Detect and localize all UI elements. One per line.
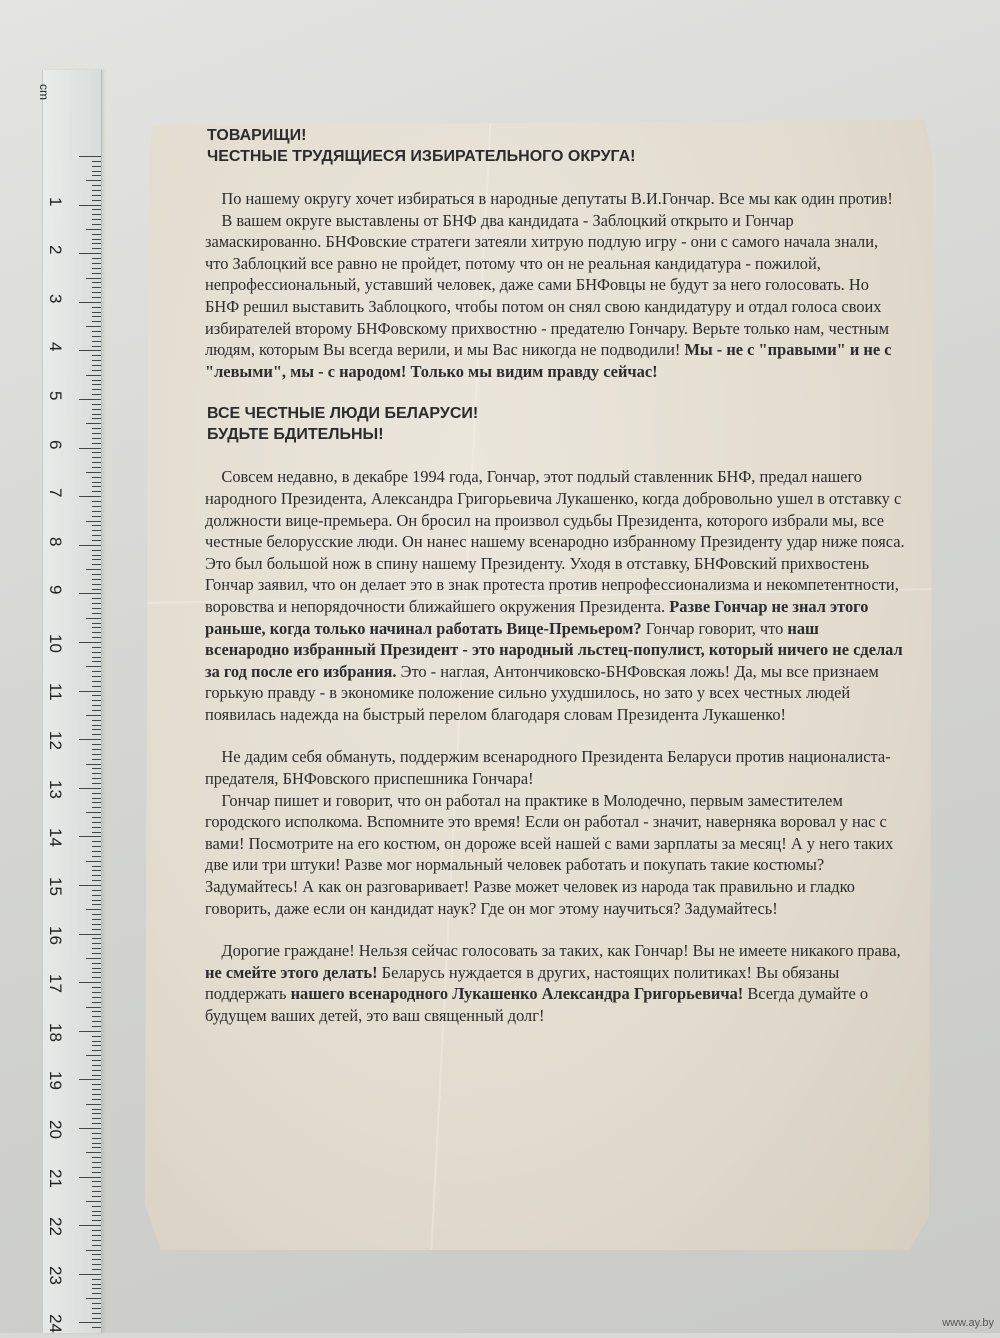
ruler-tick [92,321,101,322]
paragraph [205,940,905,1026]
ruler-tick [79,642,101,643]
ruler-tick [92,866,101,867]
ruler-tick [92,943,101,944]
ruler-tick [92,292,101,293]
ruler-tick [79,253,101,254]
ruler-tick [92,686,101,687]
ruler-tick [92,846,101,847]
ruler-tick [92,525,101,526]
ruler-tick [79,739,101,740]
ruler-tick [92,355,101,356]
ruler-tick [92,166,101,167]
heading-line: ВСЕ ЧЕСТНЫЕ ЛЮДИ БЕЛАРУСИ! [207,405,479,423]
ruler-tick [92,1026,101,1027]
ruler-tick [92,200,101,201]
ruler-tick [92,584,101,585]
heading-line: БУДЬТЕ БДИТЕЛЬНЫ! [207,426,384,444]
paragraph [205,466,905,725]
ruler-tick [79,788,101,789]
ruler-tick [92,579,101,580]
ruler-tick [92,486,101,487]
ruler-tick [92,287,101,288]
ruler-tick [92,938,101,939]
ruler-number: 13 [46,779,65,799]
ruler-tick [92,559,101,560]
ruler-tick [92,418,101,419]
ruler-number: 23 [46,1265,65,1285]
heading-line: ЧЕСТНЫЕ ТРУДЯЩИЕСЯ ИЗБИРАТЕЛЬНОГО ОКРУГА! [207,148,636,165]
ruler-tick [86,958,101,959]
ruler-tick [92,734,101,735]
ruler-tick [86,569,101,570]
ruler-number: 3 [46,293,65,304]
ruler-tick [86,666,101,667]
ruler-tick [86,326,101,327]
ruler-tick [92,1240,101,1241]
ruler-tick [92,1016,101,1017]
ruler-tick [92,491,101,492]
ruler-tick [92,550,101,551]
ruler-tick [92,1186,101,1187]
ruler-number: 15 [46,877,65,896]
ruler-number: 7 [46,488,65,498]
ruler-tick [86,861,101,862]
ruler-tick [92,336,101,337]
paragraph-bold-text: наш всенародно избранный Президент - это народный льстец-популист, который ничего не сделал за год после его избрания. [205,618,903,681]
ruler-tick [86,812,101,813]
ruler-tick [92,1235,101,1236]
ruler-tick [92,914,101,915]
ruler-tick [86,375,101,376]
ruler-tick [92,574,101,575]
ruler-tick [86,1250,101,1251]
ruler-tick [92,414,101,415]
ruler-tick [92,759,101,760]
ruler-tick [92,904,101,905]
ruler-tick [92,749,101,750]
paragraph-bold-text: Мы - не с "правыми" и не с "левыми", мы - с народом! [205,340,892,381]
ruler-tick [92,516,101,517]
ruler-tick [92,346,101,347]
ruler-tick [92,870,101,871]
ruler-number: 14 [46,828,65,848]
paragraph-text: Это - наглая, Антончиковско-БНФовская ложь! Да, мы все признаем горькую правду - в экономике положение сильно ухудшилось, но зато у всех честных людей появилась надежда на быстрый перелом благодаря словам Президента Лукашенко! [205,661,879,724]
ruler-tick [92,1060,101,1061]
ruler-tick [92,331,101,332]
ruler-tick [79,1322,101,1323]
ruler-tick [92,647,101,648]
ruler-tick [92,394,101,395]
ruler-tick [92,234,101,235]
ruler-tick [92,501,101,502]
ruler-number: 6 [46,439,65,450]
ruler-tick [92,428,101,429]
ruler-tick [92,661,101,662]
ruler-tick [92,1065,101,1066]
ruler-tick [86,229,101,230]
ruler-tick [92,1245,101,1246]
ruler-number: 9 [46,585,65,595]
ruler-tick [92,282,101,283]
ruler-tick [92,963,101,964]
ruler-tick [92,268,101,269]
ruler-tick [92,190,101,191]
ruler-tick [92,681,101,682]
ruler-tick [92,671,101,672]
ruler-tick [92,384,101,385]
ruler-tick [79,156,101,157]
ruler-tick [92,1167,101,1168]
ruler-tick [92,1157,101,1158]
paragraph-bold-text: Разве Гончар не знал этого раньше, когда только начинал работать Вице-Премьером? [205,596,869,638]
ruler-tick [92,972,101,973]
ruler-tick [92,822,101,823]
ruler-tick [92,297,101,298]
ruler-tick [92,263,101,264]
ruler-tick [92,827,101,828]
ruler-tick [92,856,101,857]
ruler-tick [79,1274,101,1275]
ruler-tick [79,399,101,400]
ruler-tick [92,832,101,833]
ruler-tick [92,725,101,726]
ruler-tick [92,540,101,541]
ruler-number: 12 [46,731,65,751]
ruler-tick [92,307,101,308]
ruler-tick [86,521,101,522]
ruler-tick [92,438,101,439]
ruler-tick [79,885,101,886]
ruler-tick [92,992,101,993]
ruler-tick [92,1308,101,1309]
ruler-tick [79,350,101,351]
ruler-tick [92,273,101,274]
ruler-number: 17 [46,974,65,994]
ruler-tick [92,1318,101,1319]
ruler-tick [92,535,101,536]
ruler-number: 16 [46,925,65,945]
ruler-tick [92,817,101,818]
ruler-tick [86,618,101,619]
ruler-tick [92,627,101,628]
ruler-tick [92,380,101,381]
ruler-tick [92,968,101,969]
ruler-tick [92,729,101,730]
paragraph-text: По нашему округу хочет избираться в народные депутаты В.И.Гончар. Все мы как один против! [221,189,893,208]
ruler-tick [79,593,101,594]
paragraph-text: Беларусь нуждается в других, настоящих политиках! Вы обязаны поддержать [205,962,840,1004]
ruler-tick [92,783,101,784]
ruler-tick [92,1050,101,1051]
paragraph-text: Всегда думайте о будущем ваших детей, это ваш священный долг! [205,984,869,1025]
ruler-tick [92,433,101,434]
ruler-tick [79,1031,101,1032]
ruler-tick [92,890,101,891]
ruler-number: 20 [46,1120,65,1139]
ruler-tick [92,258,101,259]
ruler-tick [92,185,101,186]
paragraph [205,210,905,383]
heading-comrades [207,125,905,167]
ruler-tick [92,1138,101,1139]
ruler-tick [92,1118,101,1119]
paragraph-text: Совсем недавно, в декабре 1994 года, Гончар, этот подлый ставленник БНФ, предал нашего народного Президента, Александра Григорьевича Лукашенко, когда добровольно ушел в отставку с должности вице-премьера. Он бросил на произвол судьбы Президента, которого избрали мы, все честные белорусские люди. Он нанес нашему всенародно избранному Президенту удар ниже пояса. Это был большой нож в спину нашему Президенту. Уходя в отставку, БНФовский прихвостень Гончар заявил, что он делает это в знак протеста против непрофессионализма и некомпетентности, воровства и непорядочности ближайшего окружения Президента. [205,467,905,616]
ruler-number: 1 [46,196,65,207]
ruler-tick [92,977,101,978]
ruler-tick [92,243,101,244]
ruler-tick [92,710,101,711]
ruler-tick [92,705,101,706]
paragraph-bold-text: не смейте этого делать! [205,962,378,982]
ruler-tick [92,248,101,249]
ruler-number: 10 [46,634,65,653]
ruler-tick [92,608,101,609]
ruler-tick [79,982,101,983]
ruler-tick [92,1089,101,1090]
ruler-tick [86,909,101,910]
heading-line: ТОВАРИЩИ! [207,127,307,144]
ruler-tick [92,462,101,463]
ruler-tick [86,423,101,424]
ruler-tick [92,1084,101,1085]
ruler-tick [92,370,101,371]
ruler-tick [92,452,101,453]
ruler-number: 22 [46,1217,65,1237]
ruler-tick [92,506,101,507]
ruler-tick [92,1196,101,1197]
ruler-tick [92,443,101,444]
ruler-tick [92,1070,101,1071]
ruler-tick [92,1230,101,1231]
ruler-tick [86,1298,101,1299]
paragraph [205,746,905,789]
ruler-tick [92,919,101,920]
ruler-tick [92,695,101,696]
ruler-tick [79,934,101,935]
ruler-tick [92,195,101,196]
ruler-tick [92,720,101,721]
ruler-number: 21 [46,1168,65,1188]
ruler [37,70,102,1334]
ruler-tick [92,214,101,215]
ruler-tick [92,1143,101,1144]
ruler-tick [92,613,101,614]
ruler-tick [92,793,101,794]
ruler-tick [86,715,101,716]
ruler-tick [92,1327,101,1328]
ruler-tick [92,754,101,755]
ruler-tick [92,409,101,410]
ruler-tick [92,1313,101,1314]
ruler-tick [92,1147,101,1148]
paragraph-text: В вашем округе выставлены от БНФ два кандидата - Заблоцкий открыто и Гончар замаскированно. БНФовские стратеги затеяли хитрую подлую игру - они с самого начала знали, что Заблоцкий все равно не пройдет, потому что он не реальная кандидатура - пожилой, непрофессиональный, уставший человек, даже сами БНФовцы не будут за него голосовать. Но БНФ решил выставить Заблоцкого, чтобы потом он снял свою кандидатуру и отдал голоса своих избирателей второму БНФовскому прихвостню - предателю Гончару. Верьте только нам, честным людям, которым Вы всегда верили, и мы Вас никогда не подводили! [205,210,889,360]
ruler-tick [92,239,101,240]
ruler-tick [92,1254,101,1255]
ruler-tick [92,1109,101,1110]
paragraph-bold-text: нашего всенародного Лукашенко Александра Григорьевича! [290,984,744,1004]
ruler-tick [92,875,101,876]
ruler-tick [92,773,101,774]
ruler-tick [92,1011,101,1012]
ruler-tick [92,778,101,779]
ruler-tick [92,1041,101,1042]
ruler-tick [92,1036,101,1037]
ruler-tick [92,676,101,677]
ruler-tick [86,1055,101,1056]
ruler-tick [92,807,101,808]
ruler-tick [86,1201,101,1202]
ruler-tick [92,171,101,172]
ruler-tick [92,209,101,210]
ruler-tick [92,312,101,313]
watermark: www.ay.by [942,1317,994,1329]
paragraph-text: Не дадим себя обмануть, поддержим всенародного Президента Беларуси против националиста-предателя, БНФовского приспешника Гончара! [205,747,891,789]
ruler-tick [92,467,101,468]
ruler-tick [92,598,101,599]
ruler-number: 5 [46,391,65,401]
ruler-unit-label: cm [37,84,51,100]
ruler-tick [92,1220,101,1221]
ruler-tick [92,1215,101,1216]
ruler-tick [92,1133,101,1134]
ruler-tick [92,1279,101,1280]
ruler-tick [79,836,101,837]
ruler-tick [92,564,101,565]
ruler-tick [92,1211,101,1212]
ruler-tick [92,457,101,458]
paragraph [205,188,905,210]
ruler-tick [92,1269,101,1270]
ruler-tick [92,929,101,930]
ruler-tick [92,1284,101,1285]
ruler-tick [92,316,101,317]
paragraph-text: Дорогие граждане! Нельзя сейчас голосовать за таких, как Гончар! Вы не имеете никакого права, [221,941,901,961]
ruler-tick [92,603,101,604]
ruler-tick [92,768,101,769]
ruler-tick [92,1002,101,1003]
ruler-number: 11 [46,682,65,701]
ruler-tick [92,802,101,803]
ruler-number: 19 [46,1071,65,1091]
ruler-tick [79,1177,101,1178]
ruler-tick [92,161,101,162]
ruler-number: 8 [46,536,65,547]
ruler-tick [92,895,101,896]
ruler-tick [79,1128,101,1129]
paragraph [205,790,905,920]
ruler-tick [79,448,101,449]
ruler-tick [92,1293,101,1294]
ruler-tick [92,851,101,852]
ruler-tick [79,302,101,303]
ruler-tick [92,632,101,633]
ruler-number: 18 [46,1022,65,1042]
ruler-tick [79,496,101,497]
ruler-tick [92,1288,101,1289]
ruler-tick [92,404,101,405]
ruler-tick [92,1099,101,1100]
ruler-tick [92,530,101,531]
paragraph-text: Гончар пишет и говорит, что он работал на практике в Молодечно, первым заместителем городского исполкома. Вспомните это время! Если он работал - значит, наверняка воровал у нас с вами! Посмотрите на его костюм, он дороже всей нашей с вами зарплаты за месяц! А у него таких две или три штуки! Разве мог нормальный человек работать и покупать такие костюмы? Задумайтесь! А как он разговаривает! Разве может человек из народа так правильно и гладко говорить, даже если он кандидат наук? Где он мог этому научиться? Задумайтесь! [205,790,894,918]
ruler-tick [86,472,101,473]
ruler-tick [79,691,101,692]
ruler-tick [92,700,101,701]
ruler-tick [92,555,101,556]
ruler-tick [92,1075,101,1076]
ruler-tick [92,744,101,745]
ruler-tick [92,482,101,483]
ruler-tick [86,180,101,181]
ruler-tick [92,1264,101,1265]
ruler-tick [92,657,101,658]
ruler-tick [86,1104,101,1105]
ruler-tick [92,1303,101,1304]
paragraph-text: Гончар говорит, что [645,618,784,638]
ruler-tick [92,389,101,390]
ruler-tick [92,1045,101,1046]
ruler-tick [92,1123,101,1124]
ruler-tick [92,589,101,590]
ruler-tick [92,477,101,478]
ruler-tick [92,1094,101,1095]
ruler-tick [92,841,101,842]
ruler-tick [92,1259,101,1260]
ruler-tick [92,341,101,342]
ruler-tick [92,1181,101,1182]
ruler-tick [92,365,101,366]
ruler-tick [92,623,101,624]
ruler-tick [92,1206,101,1207]
ruler-number: 24 [46,1314,65,1334]
ruler-tick [92,1021,101,1022]
ruler-tick [79,1225,101,1226]
ruler-tick [92,224,101,225]
ruler-tick [86,1007,101,1008]
ruler-tick [92,637,101,638]
ruler-tick [92,511,101,512]
ruler-number: 4 [46,342,65,352]
ruler-tick [79,545,101,546]
ruler-tick [86,1152,101,1153]
ruler-tick [92,1191,101,1192]
ruler-tick [92,924,101,925]
ruler-tick [92,1162,101,1163]
ruler-tick [92,948,101,949]
ruler-tick [92,652,101,653]
ruler-tick [92,997,101,998]
ruler-tick [92,953,101,954]
ruler-tick [92,1172,101,1173]
ruler-tick [92,987,101,988]
ruler-tick [92,219,101,220]
ruler-tick [92,798,101,799]
ruler-tick [92,360,101,361]
leaflet-text [205,125,905,1027]
ruler-tick [92,175,101,176]
ruler-number: 2 [46,245,65,255]
heading-honest-people [207,403,905,445]
paragraph-bold-text: Только мы видим правду сейчас! [410,361,658,381]
ruler-tick [86,764,101,765]
ruler-tick [79,205,101,206]
ruler-tick [92,900,101,901]
ruler-tick [79,1079,101,1080]
ruler-tick [86,278,101,279]
ruler-tick [92,880,101,881]
ruler-tick [92,1113,101,1114]
